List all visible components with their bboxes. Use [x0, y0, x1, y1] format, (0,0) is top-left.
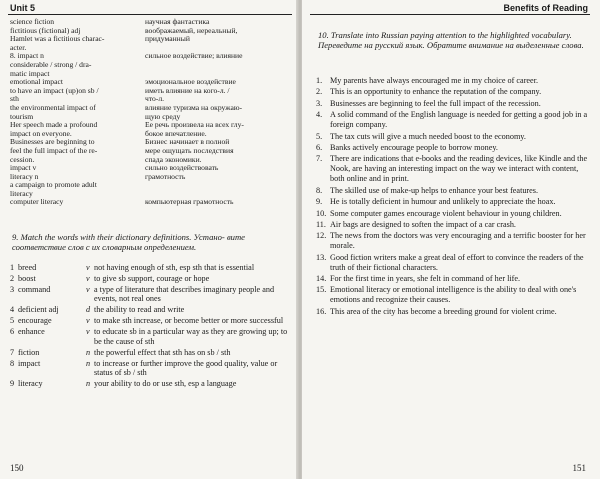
sentence-text: This is an opportunity to enhance the reputation of the company.	[330, 87, 542, 97]
definition-word: fiction	[18, 347, 40, 357]
definition-row	[10, 305, 292, 314]
definition-text: to educate sb in a particular way as they are growing up; to be the cause of sth	[94, 327, 288, 346]
sentence-item	[316, 231, 588, 251]
definition-row	[10, 274, 292, 283]
definition-number: 7	[10, 347, 15, 357]
definition-row	[10, 348, 292, 357]
definition-pos: n	[86, 379, 91, 389]
definition-pos: v	[86, 316, 90, 326]
sentence-text: The news from the doctors was very encouraging and a terrific booster for her morale.	[330, 231, 586, 251]
vocab-russian	[145, 181, 292, 190]
left-page	[0, 0, 298, 479]
vocab-russian: компьютерная грамотность	[145, 197, 234, 207]
vocab-russian: придуманный	[145, 34, 190, 44]
vocab-russian: грамотность	[145, 171, 186, 181]
definition-row	[10, 316, 292, 325]
vocab-russian: мере ощущать последствия	[145, 145, 234, 155]
sentence-item	[316, 186, 588, 196]
vocab-english: impact v	[10, 163, 37, 173]
vocab-english: matic impact	[10, 68, 50, 78]
sentence-number: 13.	[316, 252, 327, 262]
vocab-english: impact on everyone.	[10, 128, 72, 138]
vocab-english: considerable / strong / dra-	[10, 59, 92, 69]
definition-word: boost	[18, 274, 36, 283]
sentence-number: 7.	[316, 154, 323, 164]
definition-text: to increase or further improve the good quality, value or status of sb / sth	[94, 358, 278, 378]
vocab-russian: научная фантастика	[145, 17, 210, 26]
sentence-item	[316, 110, 588, 130]
unit-header: Unit 5	[10, 3, 36, 13]
definition-row	[10, 327, 292, 346]
sentence-item	[316, 209, 588, 219]
sentence-number: 3.	[316, 98, 323, 108]
sentence-text: For the first time in years, she felt in command of her life.	[330, 274, 521, 284]
section-header: Benefits of Reading	[503, 3, 588, 13]
sentence-text: A solid command of the English language is needed for getting a good job in a foreign company.	[330, 110, 588, 130]
sentence-number: 4.	[316, 110, 323, 120]
sentence-text: Air bags are designed to soften the impact of a car crash.	[330, 219, 516, 229]
sentence-text: He is totally deficient in humour and unlikely to appreciate the hoax.	[330, 197, 556, 207]
vocab-english: Her speech made a profound	[10, 120, 98, 130]
definition-pos: v	[86, 263, 90, 272]
sentence-item	[316, 285, 588, 305]
vocab-russian: Бизнес начинает в полной	[145, 137, 230, 147]
vocab-row	[10, 35, 292, 44]
page-number-right: 151	[572, 463, 586, 473]
vocab-russian: воображаемый, нереальный,	[145, 25, 238, 35]
definition-word: command	[18, 285, 51, 294]
vocab-row	[10, 61, 292, 70]
vocab-english: 8. impact n	[10, 51, 44, 61]
definition-word: impact	[18, 358, 41, 368]
sentence-number: 6.	[316, 142, 323, 152]
definition-pos: n	[86, 347, 91, 357]
definition-word: breed	[18, 263, 37, 272]
sentence-number: 14.	[316, 274, 327, 284]
vocab-russian: сильно воздействовать	[145, 163, 219, 173]
sentence-text: There are indications that e-books and the reading devices, like Kindle and the Nook, are having an interesting impact on the way we interact with content, both online and in print.	[330, 154, 588, 184]
definition-word: literacy	[18, 379, 43, 389]
sentence-item	[316, 99, 588, 109]
vocab-english: cession.	[10, 154, 35, 164]
vocab-english: acter.	[10, 42, 27, 52]
vocab-english: emotional impact	[10, 77, 63, 87]
sentence-item	[316, 307, 588, 317]
vocab-russian	[145, 61, 292, 70]
sentence-text: My parents have always encouraged me in my choice of career.	[330, 76, 539, 85]
definition-number: 2	[10, 274, 15, 283]
exercise-10-instructions: 10. Translate into Russian paying attention to the highlighted vocabulary. Переведите на русский язык. Обратите внимание на выделенные слова.	[318, 30, 584, 51]
definition-word: deficient adj	[18, 305, 59, 315]
definition-pos: v	[86, 274, 90, 283]
vocab-row	[10, 198, 292, 207]
vocab-english: tourism	[10, 111, 34, 121]
sentence-number: 5.	[316, 131, 323, 141]
definition-number: 5	[10, 316, 15, 326]
sentence-text: This area of the city has become a breeding ground for violent crime.	[330, 306, 557, 316]
sentence-item	[316, 197, 588, 207]
vocab-english: the environmental impact of	[10, 102, 96, 112]
sentence-text: Emotional literacy or emotional intelligence is the ability to deal with one's emotions and recognize their causes.	[330, 285, 577, 305]
definition-pos: n	[86, 358, 91, 368]
definition-row	[10, 359, 292, 378]
definition-text: to give sb support, courage or hope	[94, 274, 210, 283]
sentence-item	[316, 143, 588, 153]
sentence-list	[316, 76, 588, 318]
vocab-russian: сильное воздействие; влияние	[145, 51, 243, 61]
definition-text: not having enough of sth, esp sth that is essential	[94, 263, 255, 272]
vocab-english: literacy	[10, 188, 33, 198]
sentence-item	[316, 274, 588, 284]
definition-row	[10, 263, 292, 272]
sentence-item	[316, 220, 588, 230]
sentence-number: 1.	[316, 76, 323, 85]
vocab-english: literacy n	[10, 171, 39, 181]
definition-number: 4	[10, 305, 15, 315]
vocab-russian: иметь влияние на кого-л. /	[145, 85, 230, 95]
sentence-text: Some computer games encourage violent behaviour in young children.	[330, 208, 562, 218]
vocab-russian: щую среду	[145, 111, 181, 121]
vocabulary-list	[10, 18, 292, 207]
header-rule	[8, 14, 292, 15]
sentence-number: 10.	[316, 208, 327, 218]
sentence-number: 9.	[316, 197, 323, 207]
vocab-russian: Ее речь произвела на всех глу-	[145, 120, 244, 130]
definition-number: 1	[10, 263, 15, 272]
definition-pos: d	[86, 305, 91, 315]
definition-pos: v	[86, 327, 90, 337]
vocab-english: to have an impact (up)on sb /	[10, 85, 99, 95]
sentence-text: The tax cuts will give a much needed boost to the economy.	[330, 131, 526, 141]
definition-word: encourage	[18, 316, 52, 326]
sentence-item	[316, 253, 588, 273]
page-number-left: 150	[10, 463, 24, 473]
vocab-english: computer literacy	[10, 197, 64, 207]
sentence-number: 12.	[316, 231, 327, 241]
sentence-item	[316, 76, 588, 86]
definition-text: the ability to read and write	[94, 305, 185, 315]
sentence-number: 15.	[316, 285, 327, 295]
vocab-english: feel the full impact of the re-	[10, 145, 98, 155]
definition-text: to make sth increase, or become better or more successful	[94, 316, 284, 326]
sentence-number: 8.	[316, 185, 323, 195]
vocab-russian: что-л.	[145, 94, 165, 104]
definition-row	[10, 379, 292, 388]
definition-row	[10, 285, 292, 304]
vocab-english: a campaign to promote adult	[10, 180, 97, 190]
definition-word: enhance	[18, 327, 45, 337]
definition-text: a type of literature that describes imaginary people and events, not real ones	[94, 285, 275, 304]
vocab-english: sth	[10, 94, 19, 104]
vocab-russian: бокое впечатление.	[145, 128, 207, 138]
vocab-english: Businesses are beginning to	[10, 137, 95, 147]
sentence-number: 11.	[316, 219, 326, 229]
header-rule	[310, 14, 590, 15]
definition-number: 6	[10, 327, 15, 337]
sentence-item	[316, 154, 588, 184]
sentence-item	[316, 132, 588, 142]
sentence-text: Banks actively encourage people to borrow money.	[330, 142, 498, 152]
definition-text: the powerful effect that sth has on sb / sth	[94, 347, 231, 357]
definition-text: your ability to do or use sth, esp a language	[94, 379, 237, 389]
vocab-english: fictitious (fictional) adj	[10, 25, 81, 35]
right-page	[302, 0, 600, 479]
sentence-number: 16.	[316, 306, 327, 316]
definition-number: 8	[10, 358, 15, 368]
vocab-row	[10, 181, 292, 190]
sentence-number: 2.	[316, 87, 323, 97]
vocab-english: science fiction	[10, 17, 55, 26]
vocab-russian: влияние туризма на окружаю-	[145, 102, 243, 112]
definition-number: 9	[10, 379, 15, 389]
sentence-text: Good fiction writers make a great deal of effort to convince the readers of the truth of their fictional characters.	[330, 252, 584, 272]
exercise-9-instructions: 9. Match the words with their dictionary definitions. Устано- вите соответствие слов с их словарным определением.	[12, 232, 245, 252]
sentence-text: Businesses are beginning to feel the full impact of the recession.	[330, 98, 541, 108]
sentence-text: The skilled use of make-up helps to enhance your best features.	[330, 185, 539, 195]
sentence-item	[316, 87, 588, 97]
definition-number: 3	[10, 285, 15, 294]
vocab-russian: спада экономики.	[145, 154, 202, 164]
vocab-russian: эмоциональное воздействие	[145, 77, 236, 87]
definitions-table	[10, 263, 292, 390]
vocab-english: Hamlet was a fictitious charac-	[10, 34, 105, 44]
definition-pos: v	[86, 285, 90, 294]
